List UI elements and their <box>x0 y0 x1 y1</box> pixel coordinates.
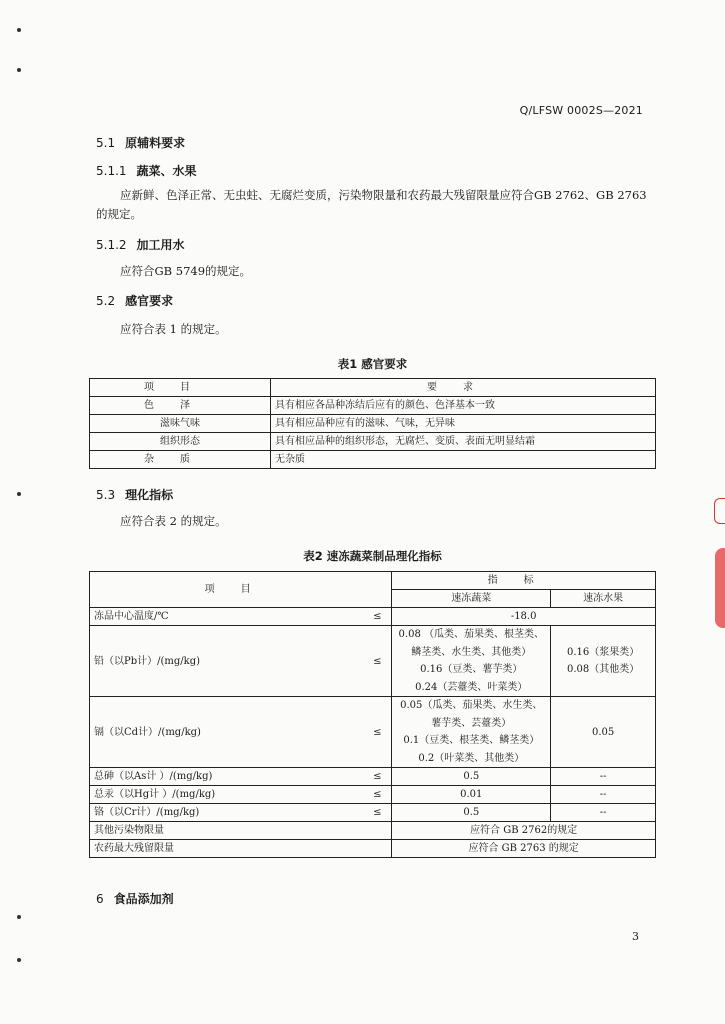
row-item: 其他污染物限量 <box>90 822 392 840</box>
row-item: 组织形态 <box>90 433 271 451</box>
section-5-3-text: 应符合表 2 的规定。 <box>120 514 227 528</box>
section-6-heading: 6 食品添加剂 <box>96 892 174 906</box>
table1-caption: 表1 感官要求 <box>337 357 408 371</box>
sensory-table <box>89 378 656 469</box>
table-row <box>90 608 656 626</box>
row-item: 农药最大残留限量 <box>90 840 392 858</box>
row-value-fruit: 0.05 <box>551 697 656 768</box>
header-item: 项目 <box>90 379 271 397</box>
table-row <box>90 786 656 804</box>
row-value-vegetable: 0.5 <box>392 804 551 822</box>
physicochemical-table <box>89 571 656 858</box>
header-index: 指标 <box>392 572 656 590</box>
row-value-fruit: -- <box>551 804 656 822</box>
table-row <box>90 768 656 786</box>
row-item: 杂质 <box>90 451 271 469</box>
table2-caption: 表2 速冻蔬菜制品理化指标 <box>303 549 442 563</box>
section-5-2-text: 应符合表 1 的规定。 <box>120 322 227 336</box>
header-requirement: 要求 <box>271 379 656 397</box>
scan-mark <box>17 915 21 919</box>
le-symbol: ≤ <box>363 626 392 697</box>
section-5-1-1-text: 应新鲜、色泽正常、无虫蛀、无腐烂变质，污染物限量和农药最大残留限量应符合GB 2762、GB 2763的规定。 <box>96 188 647 221</box>
row-value-vegetable: 0.01 <box>392 786 551 804</box>
scan-mark <box>17 492 21 496</box>
section-5-1-2-heading: 5.1.2 加工用水 <box>96 238 185 252</box>
table-row <box>90 822 656 840</box>
row-item: 铅（以Pb计）/(mg/kg) <box>90 626 364 697</box>
document-code: Q/LFSW 0002S—2021 <box>519 104 643 117</box>
header-frozen-vegetable: 速冻蔬菜 <box>392 590 551 608</box>
row-value: -18.0 <box>392 608 656 626</box>
header-item: 项目 <box>90 572 392 608</box>
le-symbol: ≤ <box>363 768 392 786</box>
table-row <box>90 697 656 768</box>
row-item: 色泽 <box>90 397 271 415</box>
le-symbol: ≤ <box>363 804 392 822</box>
table-row <box>90 397 656 415</box>
row-value: 应符合 GB 2763 的规定 <box>392 840 656 858</box>
row-value-vegetable: 0.5 <box>392 768 551 786</box>
table-row <box>90 415 656 433</box>
row-requirement: 无杂质 <box>271 451 656 469</box>
row-item: 冻品中心温度/℃ <box>90 608 364 626</box>
row-value-fruit: 0.16（浆果类） 0.08（其他类） <box>551 626 656 697</box>
section-5-2-heading: 5.2 感官要求 <box>96 294 174 308</box>
row-item: 铬（以Cr计）/(mg/kg) <box>90 804 364 822</box>
table-header-row <box>90 572 656 590</box>
row-requirement: 具有相应各品种冻结后应有的颜色、色泽基本一致 <box>271 397 656 415</box>
header-frozen-fruit: 速冻水果 <box>551 590 656 608</box>
red-seal-fragment <box>714 498 725 524</box>
row-requirement: 具有相应品种应有的滋味、气味，无异味 <box>271 415 656 433</box>
page-number: 3 <box>632 930 639 943</box>
section-5-3-heading: 5.3 理化指标 <box>96 488 174 502</box>
scan-mark <box>17 68 21 72</box>
table-row <box>90 840 656 858</box>
table-row <box>90 804 656 822</box>
row-value-vegetable: 0.05（瓜类、茄果类、水生类、 薯芋类、芸薹类） 0.1（豆类、根茎类、鳞茎类） 0.2（叶菜类、其他类） <box>392 697 551 768</box>
row-value-vegetable: 0.08 （瓜类、茄果类、根茎类、 鳞茎类、水生类、其他类） 0.16（豆类、薯芋类） 0.24（芸薹类、叶菜类） <box>392 626 551 697</box>
row-item: 总砷（以As计 ）/(mg/kg) <box>90 768 364 786</box>
row-value: 应符合 GB 2762的规定 <box>392 822 656 840</box>
row-item: 镉（以Cd计）/(mg/kg) <box>90 697 364 768</box>
le-symbol: ≤ <box>363 608 392 626</box>
row-value-fruit: -- <box>551 786 656 804</box>
row-value-fruit: -- <box>551 768 656 786</box>
row-requirement: 具有相应品种的组织形态，无腐烂、变质、表面无明显结霜 <box>271 433 656 451</box>
scan-mark <box>17 28 21 32</box>
le-symbol: ≤ <box>363 697 392 768</box>
section-5-1-2-text: 应符合GB 5749的规定。 <box>120 264 252 278</box>
table-row <box>90 451 656 469</box>
section-5-1-heading: 5.1 原辅料要求 <box>96 136 186 150</box>
section-5-1-1-heading: 5.1.1 蔬菜、水果 <box>96 164 197 178</box>
table-row <box>90 626 656 697</box>
table-header-row <box>90 379 656 397</box>
row-item: 总汞（以Hg计 ）/(mg/kg) <box>90 786 364 804</box>
scan-mark <box>17 958 21 962</box>
table-row <box>90 433 656 451</box>
red-seal-fragment <box>715 548 725 628</box>
le-symbol: ≤ <box>363 786 392 804</box>
row-item: 滋味气味 <box>90 415 271 433</box>
